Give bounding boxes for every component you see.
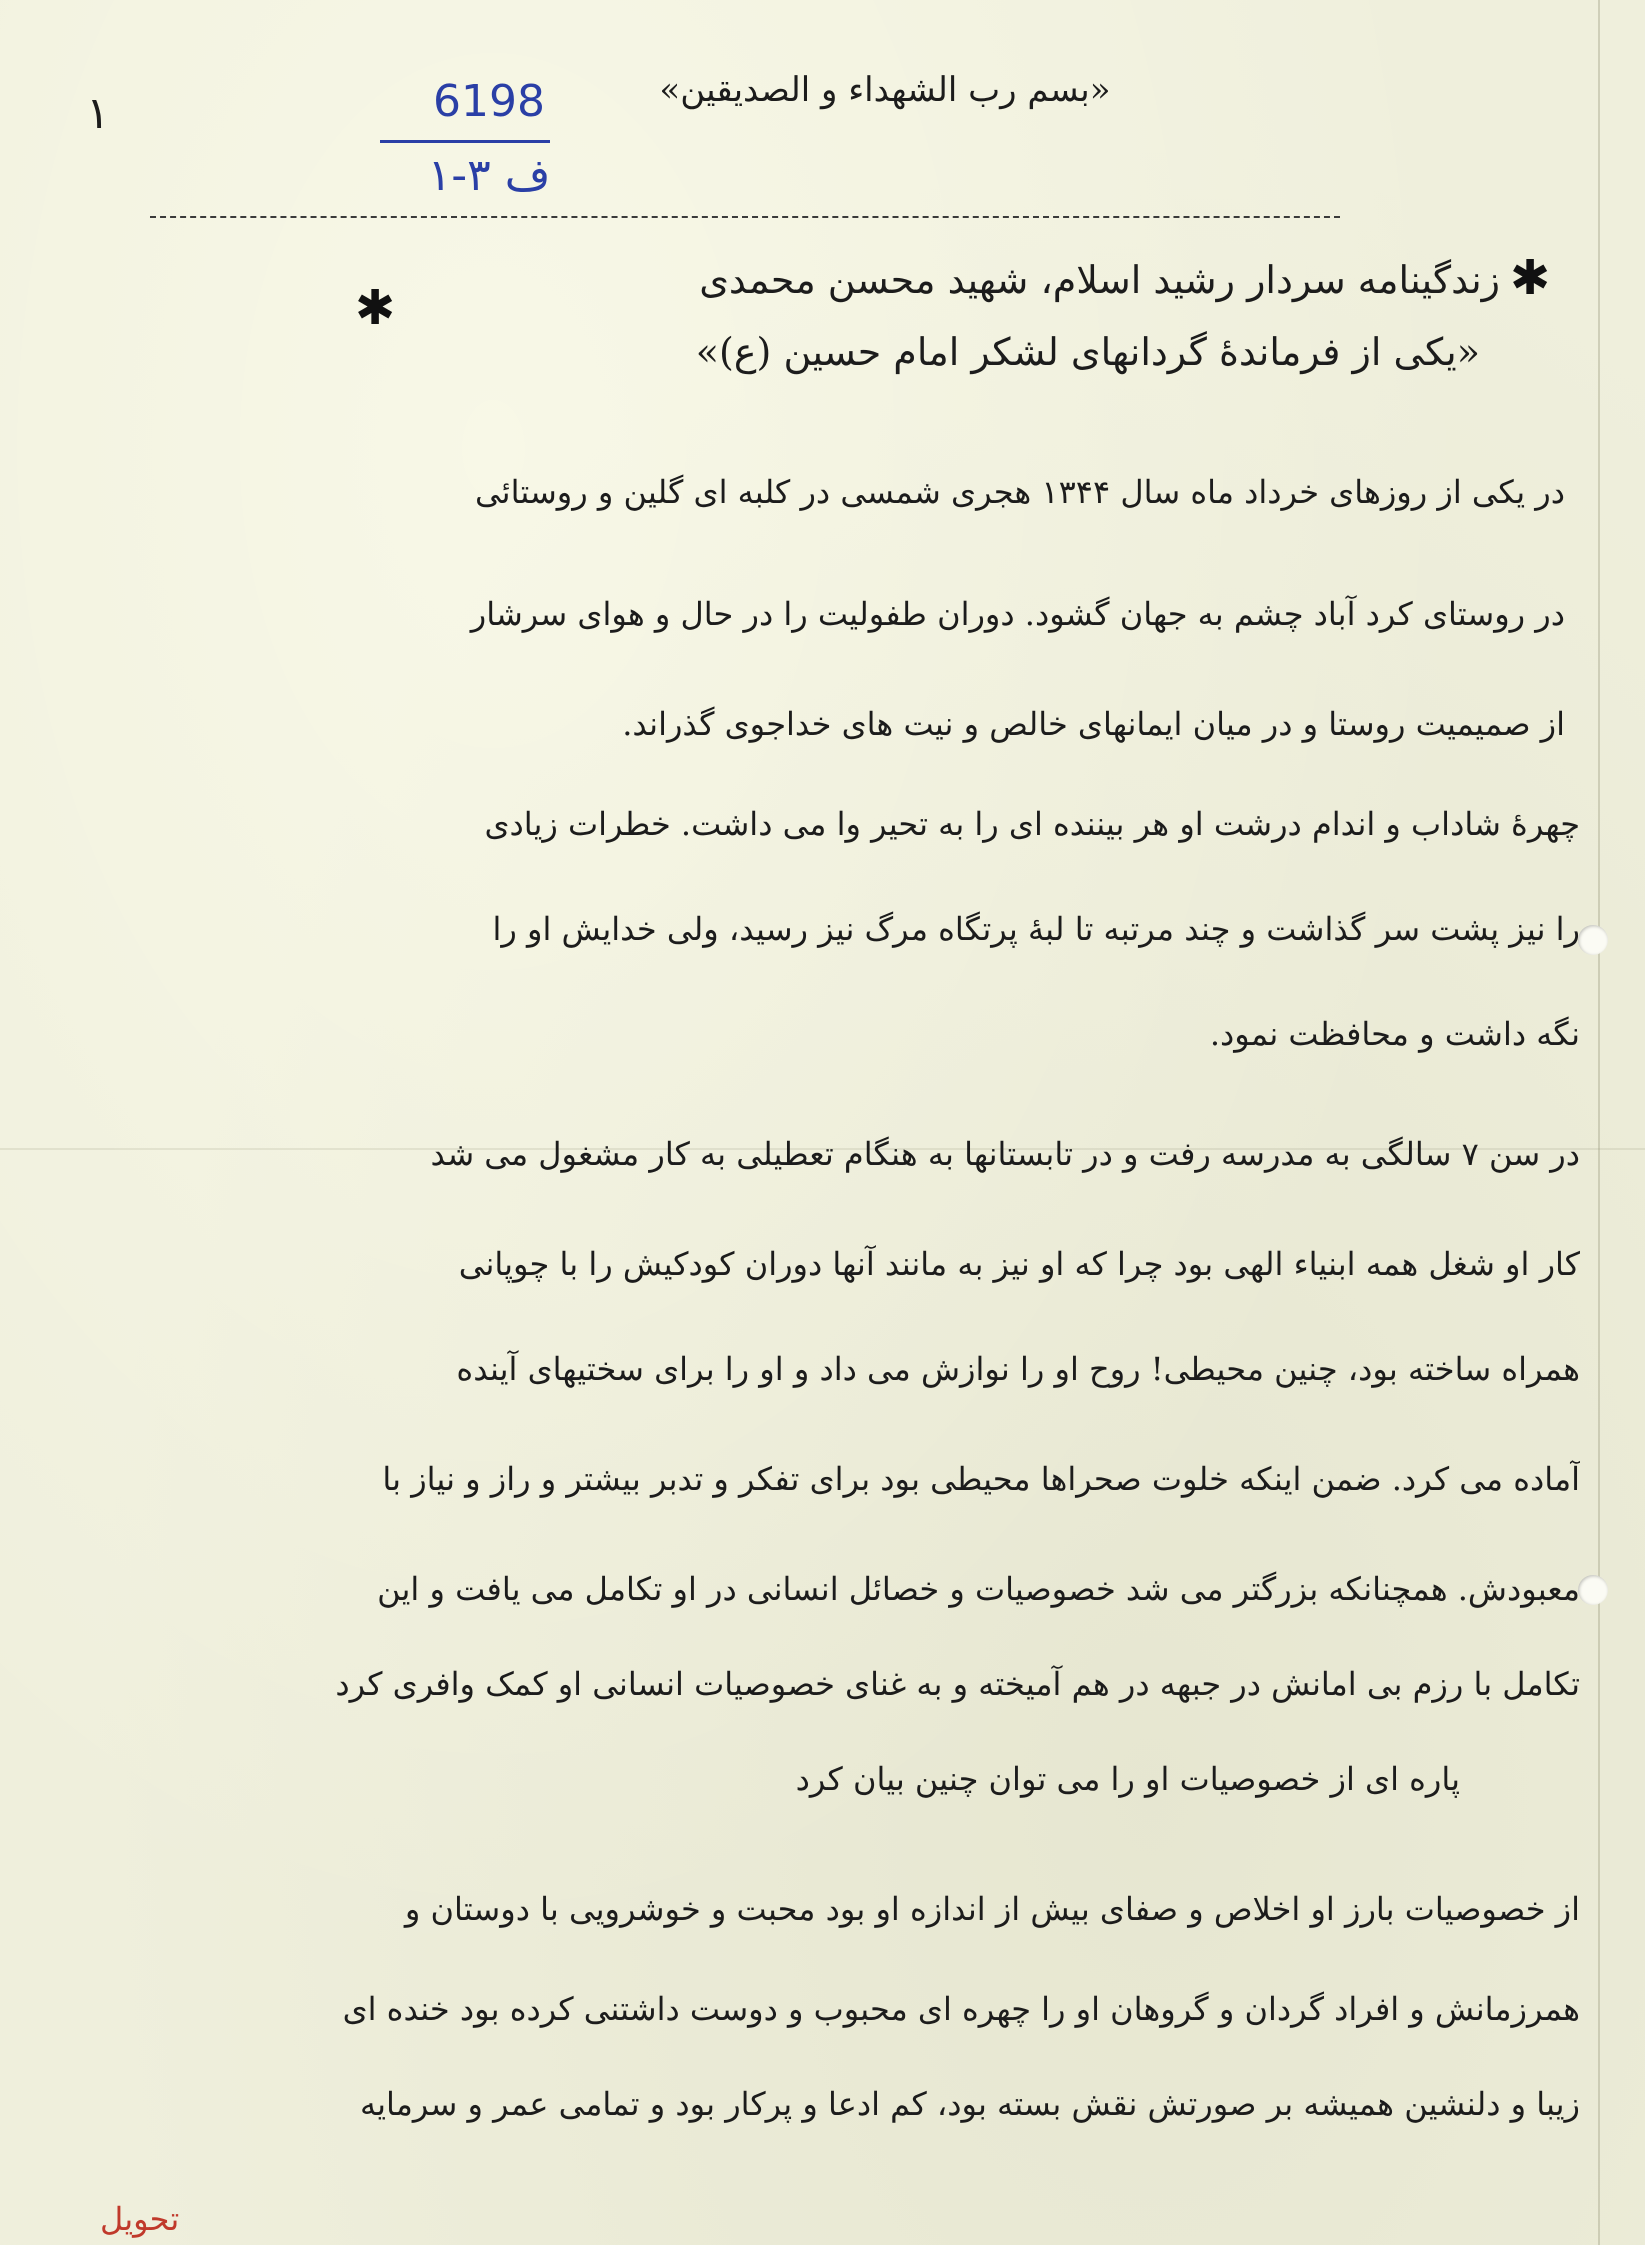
asterisk-marker: ✱: [355, 280, 396, 336]
basmala-heading: «بسم رب الشهداء و الصدیقین»: [659, 70, 1111, 110]
margin-note: تحویل: [100, 2200, 180, 2238]
file-number: 6198: [433, 76, 545, 127]
body-line: از صمیمیت روستا و در میان ایمانهای خالص و نیت های خداجوی گذراند.: [622, 705, 1565, 743]
body-line: زیبا و دلنشین همیشه بر صورتش نقش بسته بود، کم ادعا و پرکار بود و تمامی عمر و سرمایه: [359, 2085, 1580, 2123]
body-line: کار او شغل همه ابنیاء الهی بود چرا که او نیز به مانند آنها دوران کودکیش را با چوپانی: [458, 1245, 1580, 1283]
page-number: ۱: [86, 88, 110, 139]
asterisk-marker: ✱: [1510, 250, 1551, 306]
body-line: همرزمانش و افراد گردان و گروهان او را چهره ای محبوب و دوست داشتنی کرده بود خنده ای: [342, 1990, 1580, 2028]
header-separator: [150, 216, 1340, 218]
punch-hole-top: [1578, 925, 1608, 955]
body-line: پاره ای از خصوصیات او را می توان چنین بیان کرد: [795, 1760, 1460, 1798]
body-line: در روستای کرد آباد چشم به جهان گشود. دوران طفولیت را در حال و هوای سرشار: [470, 595, 1565, 633]
body-line: همراه ساخته بود، چنین محیطی! روح او را نوازش می داد و او را برای سختیهای آینده: [456, 1350, 1580, 1388]
body-line: در سن ۷ سالگی به مدرسه رفت و در تابستانها به هنگام تعطیلی به کار مشغول می شد: [430, 1135, 1580, 1173]
file-number-rule: [380, 140, 550, 143]
title-line-2: «یکی از فرماندهٔ گردانهای لشکر امام حسین (ع)»: [695, 330, 1480, 374]
punch-hole-bottom: [1578, 1575, 1608, 1605]
body-line: از خصوصیات بارز او اخلاص و صفای بیش از اندازه او بود محبت و خوشرویی با دوستان و: [404, 1890, 1580, 1928]
body-line: آماده می کرد. ضمن اینکه خلوت صحراها محیطی بود برای تفکر و تدبر بیشتر و راز و نیاز با: [382, 1460, 1580, 1498]
body-line: نگه داشت و محافظت نمود.: [1209, 1015, 1580, 1053]
body-line: را نیز پشت سر گذاشت و چند مرتبه تا لبهٔ پرتگاه مرگ نیز رسید، ولی خدایش او را: [492, 910, 1580, 948]
body-line: در یکی از روزهای خرداد ماه سال ۱۳۴۴ هجری شمسی در کلبه ای گلین و روستائی: [475, 473, 1565, 511]
paper-fold-vertical: [1598, 0, 1600, 2245]
title-line-1: زندگینامه سردار رشید اسلام، شهید محسن محمدی: [699, 258, 1500, 302]
body-line: چهرهٔ شاداب و اندام درشت او هر بیننده ای را به تحیر وا می داشت. خطرات زیادی: [484, 805, 1580, 843]
body-line: تکامل با رزم بی امانش در جبهه در هم آمیخته و به غنای خصوصیات انسانی او کمک وافری کرد: [335, 1665, 1580, 1703]
file-subnumber: ف ۳-۱: [427, 150, 551, 201]
body-line: معبودش. همچنانکه بزرگتر می شد خصوصیات و خصائل انسانی در او تکامل می یافت و این: [377, 1570, 1580, 1608]
